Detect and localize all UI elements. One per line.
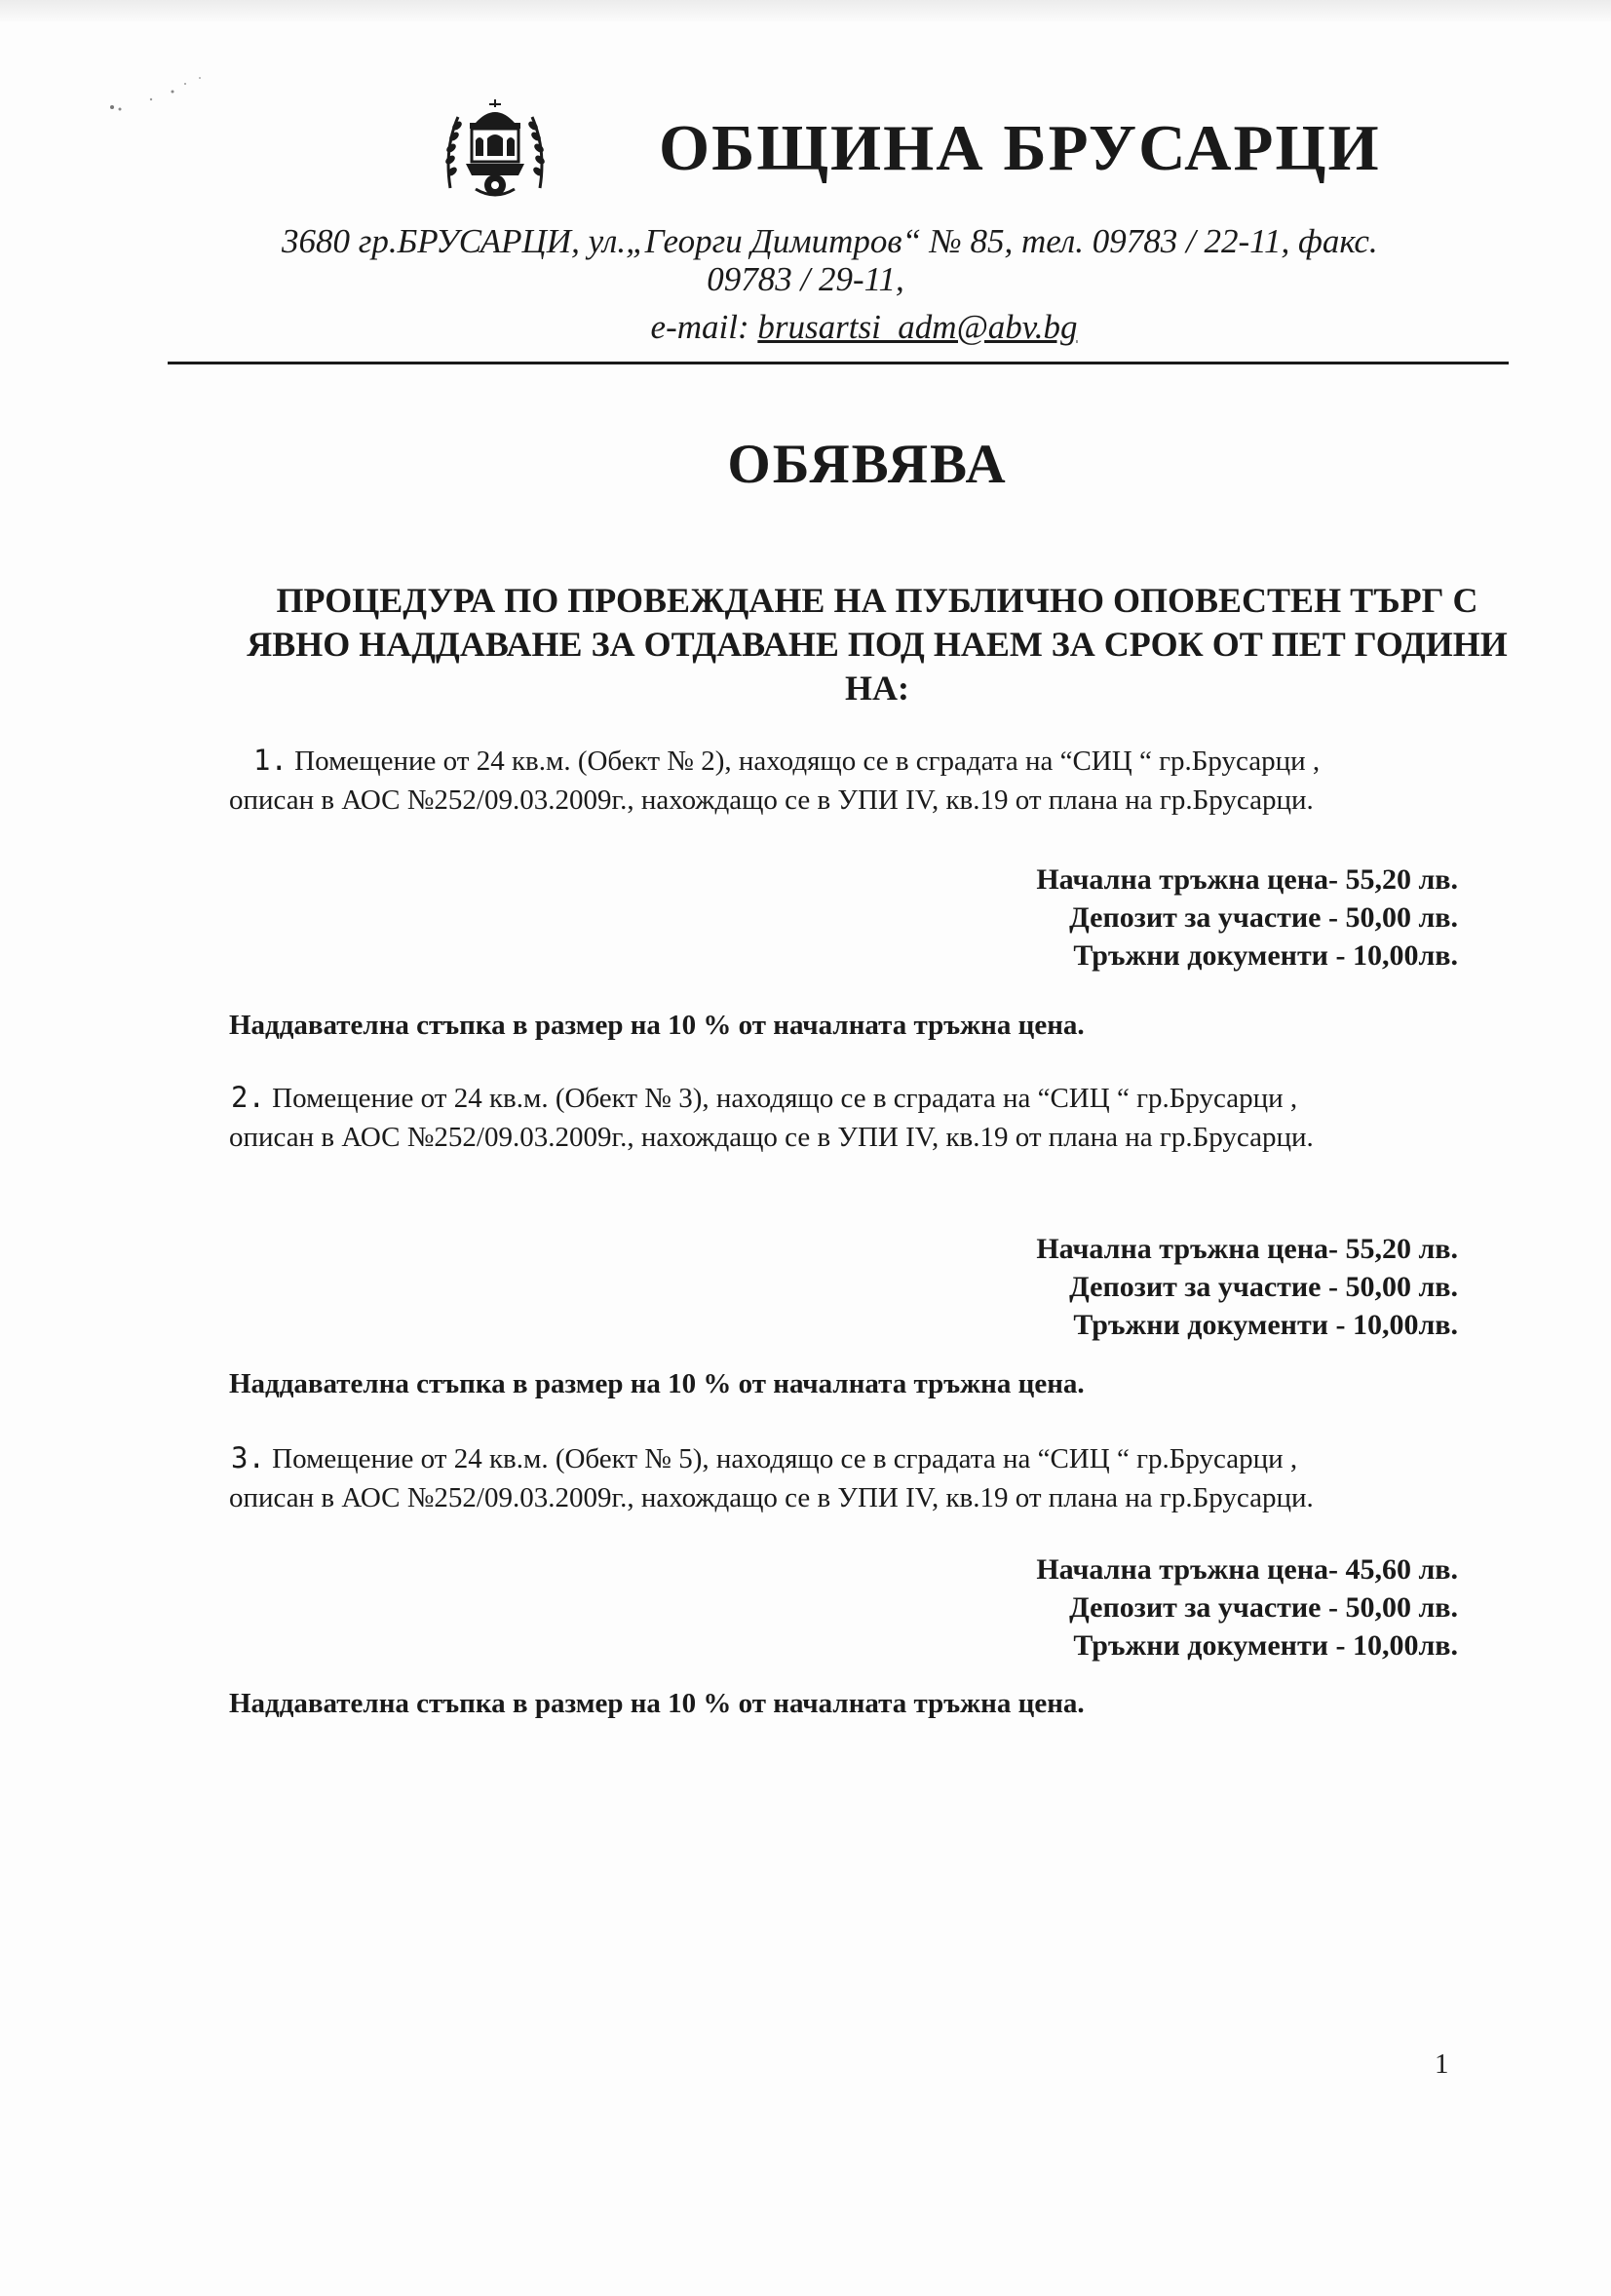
address-line: 3680 гр.БРУСАРЦИ, ул.„Георги Димитров“ № 85, тел. 09783 / 22-11, факс. [282, 222, 1378, 260]
list-item [229, 741, 1525, 820]
deposit: Депозит за участие - 50,00 лв. [1069, 1271, 1458, 1303]
item-number: 2. [231, 1081, 265, 1114]
list-item [229, 1078, 1525, 1157]
fax-line: 09783 / 29-11, [707, 260, 904, 298]
item-line [229, 1078, 1525, 1118]
municipality-emblem-icon [437, 96, 554, 203]
price-block [975, 1550, 1458, 1665]
deposit: Депозит за участие - 50,00 лв. [1069, 901, 1458, 934]
bid-step: Наддавателна стъпка в размер на 10 % от началната тръжна цена. [229, 1688, 1085, 1719]
price-block [975, 1230, 1458, 1344]
item-line: описан в АОС №252/09.03.2009г., нахождащо се в УПИ IV, кв.19 от плана на гр.Брусарци. [229, 784, 1314, 816]
item-line: описан в АОС №252/09.03.2009г., нахождащо се в УПИ IV, кв.19 от плана на гр.Брусарци. [229, 1482, 1314, 1513]
email-label: e-mail: [650, 308, 749, 346]
header-divider [168, 362, 1509, 364]
document-fee: Тръжни документи - 10,00лв. [1073, 939, 1458, 972]
bid-step: Наддавателна стъпка в размер на 10 % от началната тръжна цена. [229, 1010, 1085, 1041]
bid-step: Наддавателна стъпка в размер на 10 % от началната тръжна цена. [229, 1368, 1085, 1399]
start-price: Начална тръжна цена- 45,60 лв. [1036, 1553, 1458, 1586]
deposit: Депозит за участие - 50,00 лв. [1069, 1591, 1458, 1624]
list-item [229, 1438, 1525, 1517]
item-description: Помещение от 24 кв.м. (Обект № 2), находящо се в сградата на “СИЦ “ гр.Брусарци , [294, 746, 1321, 777]
document-fee: Тръжни документи - 10,00лв. [1073, 1309, 1458, 1341]
item-line [229, 741, 1525, 781]
scan-edge-shadow [0, 0, 1611, 21]
email-line [0, 308, 1611, 347]
item-line: описан в АОС №252/09.03.2009г., нахождащо се в УПИ IV, кв.19 от плана на гр.Брусарци. [229, 1122, 1314, 1153]
municipality-name: ОБЩИНА БРУСАРЦИ [659, 112, 1381, 184]
item-number: 3. [231, 1441, 265, 1474]
document-heading: ОБЯВЯВА [727, 434, 1008, 495]
scan-specks [93, 70, 210, 129]
start-price: Начална тръжна цена- 55,20 лв. [1036, 863, 1458, 896]
item-line [229, 1438, 1525, 1478]
item-description: Помещение от 24 кв.м. (Обект № 5), находящо се в сградата на “СИЦ “ гр.Брусарци , [272, 1443, 1298, 1474]
item-description: Помещение от 24 кв.м. (Обект № 3), находящо се в сградата на “СИЦ “ гр.Брусарци , [272, 1083, 1298, 1114]
page-number: 1 [1435, 2048, 1449, 2080]
start-price: Начална тръжна цена- 55,20 лв. [1036, 1233, 1458, 1265]
procedure-title: ПРОЦЕДУРА ПО ПРОВЕЖДАНЕ НА ПУБЛИЧНО ОПОВЕСТЕН ТЪРГ С ЯВНО НАДДАВАНЕ ЗА ОТДАВАНЕ ПОД НАЕМ ЗА СРОК ОТ ПЕТ ГОДИНИ НА: [247, 581, 1508, 708]
document-fee: Тръжни документи - 10,00лв. [1073, 1629, 1458, 1662]
email-link[interactable]: brusartsi_adm@abv.bg [757, 308, 1078, 346]
price-block [975, 861, 1458, 975]
item-number: 1. [253, 744, 288, 777]
